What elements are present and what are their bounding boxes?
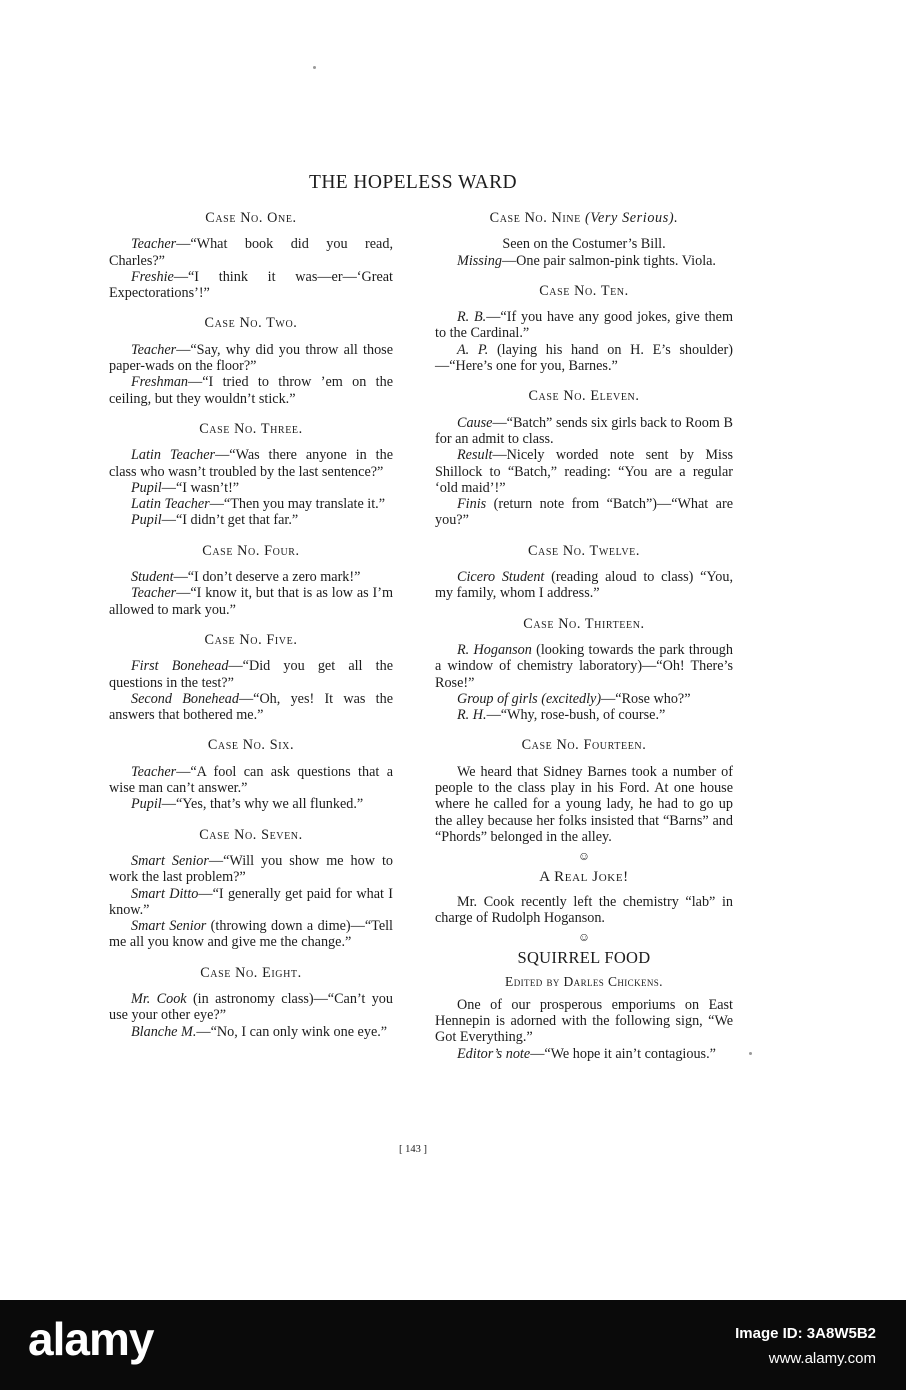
case-twelve: [435, 543, 733, 602]
image-id-label: Image ID: 3A8W5B2: [735, 1325, 876, 1342]
dialogue-line: Latin Teacher—“Was there anyone in the class who wasn’t troubled by the last sentence?”: [109, 447, 394, 480]
dialogue-line: Teacher—“What book did you read, Charles?”: [109, 236, 393, 269]
case-heading: Case No. Four.: [202, 542, 300, 559]
dialogue-line: Seen on the Costumer’s Bill.: [502, 236, 666, 253]
case-five: [109, 632, 393, 723]
dialogue-line: Mr. Cook (in astronomy class)—“Can’t you use your other eye?”: [109, 990, 393, 1024]
dialogue-line: Second Bonehead—“Oh, yes! It was the answers that bothered me.”: [109, 690, 393, 724]
case-heading: Case No. Thirteen.: [523, 615, 645, 632]
case-heading: Case No. Two.: [204, 315, 298, 332]
dialogue-line: Smart Senior (throwing down a dime)—“Tell me all you know and give me the change.”: [109, 918, 393, 951]
dialogue-line: Smart Ditto—“I generally get paid for what I know.”: [109, 885, 393, 918]
squirrel-paragraph: One of our prosperous emporiums on East Hennepin is adorned with the following sign, “We Got Everything.”: [435, 996, 733, 1046]
page-title: THE HOPELESS WARD: [309, 172, 517, 193]
dialogue-line: Teacher—“I know it, but that is as low as I’m allowed to mark you.”: [109, 585, 393, 618]
case-thirteen: [435, 616, 733, 724]
page-number: [ 143 ]: [399, 1144, 427, 1155]
paper-speck: [313, 66, 316, 69]
right-column: [435, 210, 733, 1076]
case-four: [109, 543, 393, 618]
dialogue-line: Cause—“Batch” sends six girls back to Room B for an admit to class.: [435, 414, 733, 447]
editor-note: Editor’s note—“We hope it ain’t contagious.”: [457, 1045, 716, 1062]
case-heading: Case No. Eleven.: [528, 388, 640, 405]
dialogue-line: R. Hoganson (looking towards the park through a window of chemistry laboratory)—“Oh! There’s Rose!”: [435, 641, 733, 691]
dialogue-line: Result—Nicely worded note sent by Miss Shillock to “Batch,” reading: “You are a regular ‘old maid’!”: [435, 447, 733, 496]
editor-credit: Edited by Darles Chickens.: [505, 974, 663, 990]
dialogue-line: Blanche M.—“No, I can only wink one eye.”: [131, 1023, 388, 1040]
case-one: [109, 210, 393, 301]
paper-speck: [749, 1052, 752, 1055]
dialogue-line: Smart Senior—“Will you show me how to work the last problem?”: [109, 852, 393, 886]
case-heading: Case No. One.: [205, 210, 297, 226]
dialogue-line: Group of girls (excitedly)—“Rose who?”: [457, 690, 691, 707]
case-heading: Case No. Five.: [204, 631, 298, 648]
case-heading: Case No. Nine (Very Serious).: [489, 210, 679, 226]
case-seven: [109, 827, 393, 951]
dialogue-line: Teacher—“Say, why did you throw all those paper-wads on the floor?”: [109, 341, 393, 375]
dialogue-line: First Bonehead—“Did you get all the questions in the test?”: [109, 658, 393, 691]
case-nine: [435, 210, 733, 269]
case-heading: Case No. Three.: [199, 420, 303, 437]
dialogue-line: Freshman—“I tried to throw ’em on the ceiling, but they wouldn’t stick.”: [109, 374, 393, 407]
dialogue-line: Teacher—“A fool can ask questions that a wise man can’t answer.”: [109, 763, 393, 797]
case-fourteen: [435, 737, 733, 845]
case-three: [109, 421, 393, 529]
case-eight: [109, 965, 393, 1040]
case-six: [109, 737, 393, 812]
section-title: SQUIRREL FOOD: [517, 948, 651, 968]
case-heading: Case No. Eight.: [200, 964, 302, 981]
dialogue-line: Pupil—“I didn’t get that far.”: [131, 512, 299, 529]
dialogue-line: R. H.—“Why, rose-bush, of course.”: [457, 707, 666, 724]
dialogue-line: A. P. (laying his hand on H. E’s shoulder)—“Here’s one for you, Barnes.”: [435, 341, 733, 375]
joke-paragraph: Mr. Cook recently left the chemistry “lab” in charge of Rudolph Hoganson.: [435, 893, 733, 926]
case-heading: Case No. Ten.: [539, 282, 629, 299]
case-heading: Case No. Seven.: [199, 826, 303, 843]
left-column: [109, 210, 393, 1054]
smiley-ornament-icon: ☺: [577, 930, 591, 945]
dialogue-line: Finis (return note from “Batch”)—“What are you?”: [435, 496, 733, 529]
dialogue-line: Pupil—“Yes, that’s why we all flunked.”: [131, 796, 364, 813]
case-ten: [435, 283, 733, 374]
dialogue-line: Freshie—“I think it was—er—‘Great Expectorations’!”: [109, 268, 393, 302]
case-heading: Case No. Fourteen.: [521, 737, 647, 754]
site-url-label: www.alamy.com: [768, 1350, 876, 1367]
dialogue-line: Missing—One pair salmon-pink tights. Viola.: [457, 252, 716, 269]
dialogue-line: Cicero Student (reading aloud to class) “You, my family, whom I address.”: [435, 569, 733, 602]
case-two: [109, 315, 393, 406]
real-joke: [435, 869, 733, 926]
case-heading: Case No. Six.: [207, 737, 295, 754]
smiley-ornament-icon: ☺: [577, 849, 591, 864]
dialogue-line: Pupil—“I wasn’t!”: [131, 479, 240, 496]
case-heading: Case No. Twelve.: [527, 542, 641, 559]
alamy-logo: alamy: [28, 1313, 154, 1365]
squirrel-food: [435, 950, 733, 1062]
dialogue-line: R. B.—“If you have any good jokes, give them to the Cardinal.”: [435, 309, 733, 342]
joke-heading: A Real Joke!: [539, 869, 629, 886]
case-eleven: [435, 388, 733, 528]
story-paragraph: We heard that Sidney Barnes took a number of people to the class play in his Ford. At one house where he called for a young lady, he had to go up the alley because her folks insisted that “Barns” and “Phords” belonged in the alley.: [435, 763, 733, 845]
dialogue-line: Student—“I don’t deserve a zero mark!”: [131, 569, 361, 586]
dialogue-line: Latin Teacher—“Then you may translate it.”: [131, 496, 386, 513]
